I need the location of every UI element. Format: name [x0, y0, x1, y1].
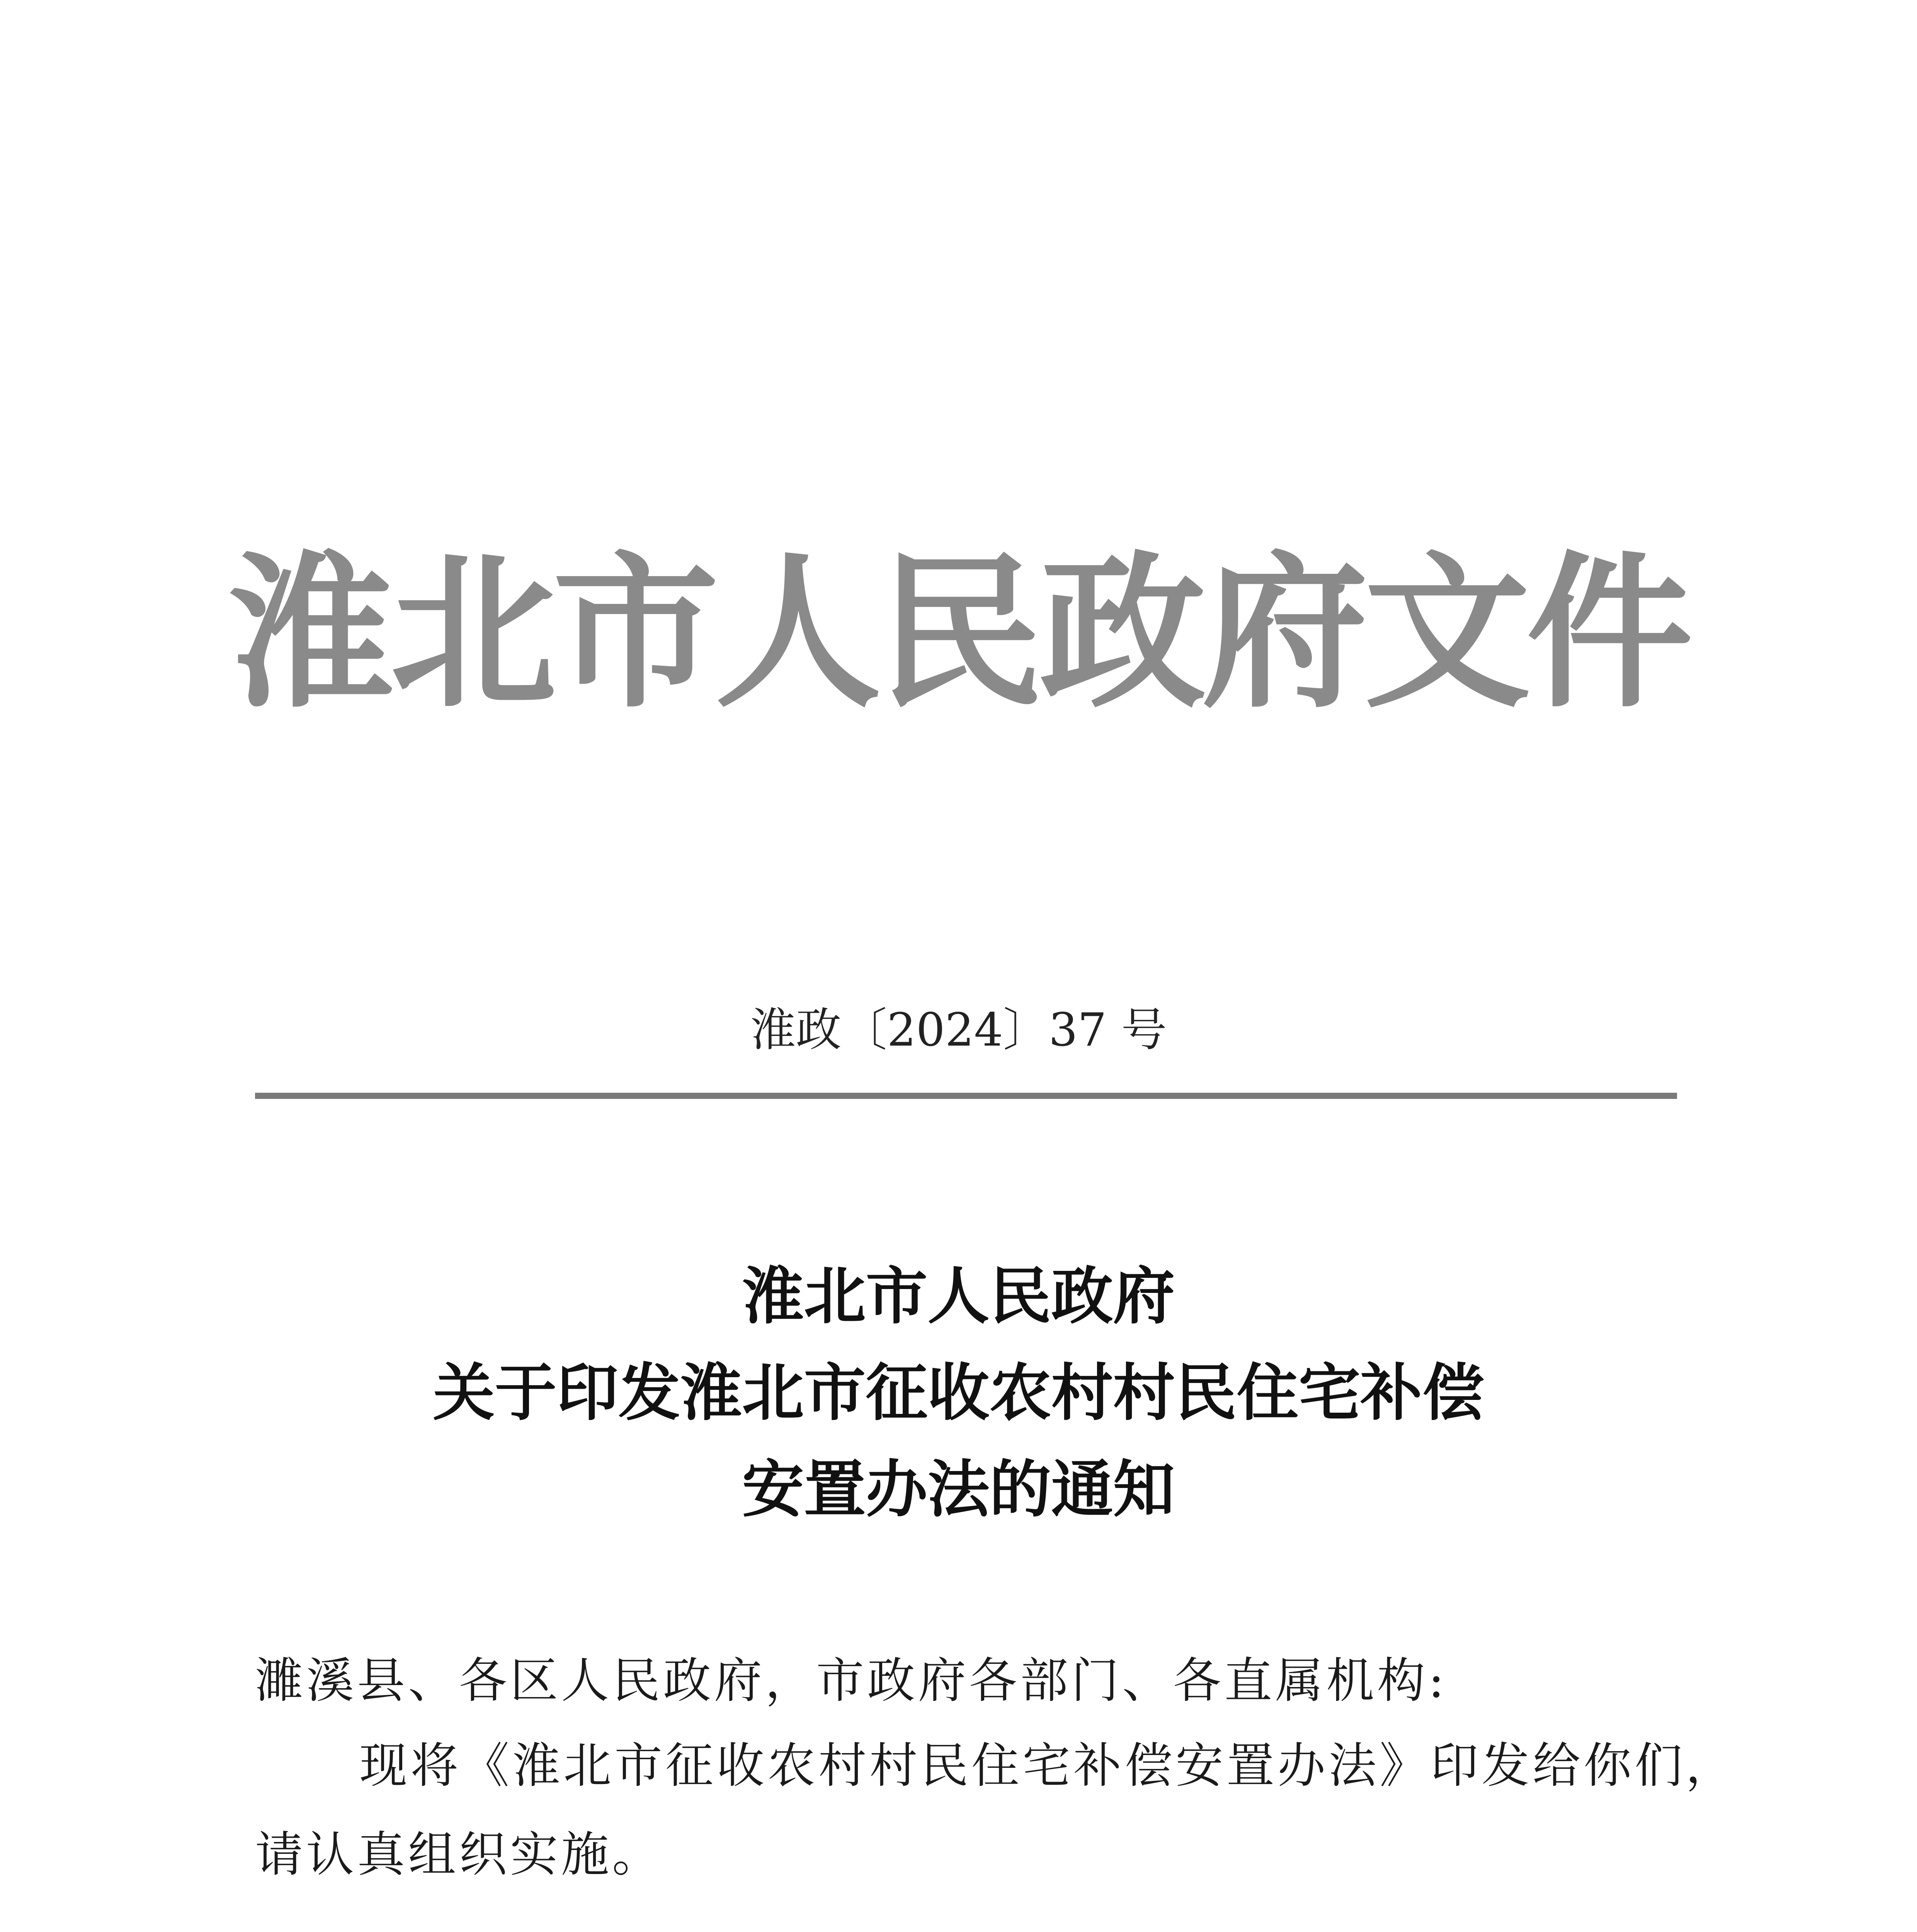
body-paragraph: 现将《淮北市征收农村村民住宅补偿安置办法》印发给你们，	[359, 1738, 1737, 1794]
header-divider	[255, 1093, 1677, 1099]
title-line-1: 淮北市人民政府	[742, 1260, 1175, 1332]
issuer-heading: 淮北市人民政府文件	[228, 537, 1689, 730]
body-paragraph-continued: 请认真组织实施。	[255, 1827, 663, 1883]
title-line-3: 安置办法的通知	[742, 1453, 1175, 1526]
addressee-line: 濉溪县、各区人民政府，市政府各部门、各直属机构:	[255, 1653, 1448, 1709]
title-line-2: 关于印发淮北市征收农村村民住宅补偿	[433, 1357, 1484, 1429]
document-number: 淮政〔2024〕37 号	[750, 1003, 1167, 1056]
document-title	[0, 1248, 1917, 1538]
